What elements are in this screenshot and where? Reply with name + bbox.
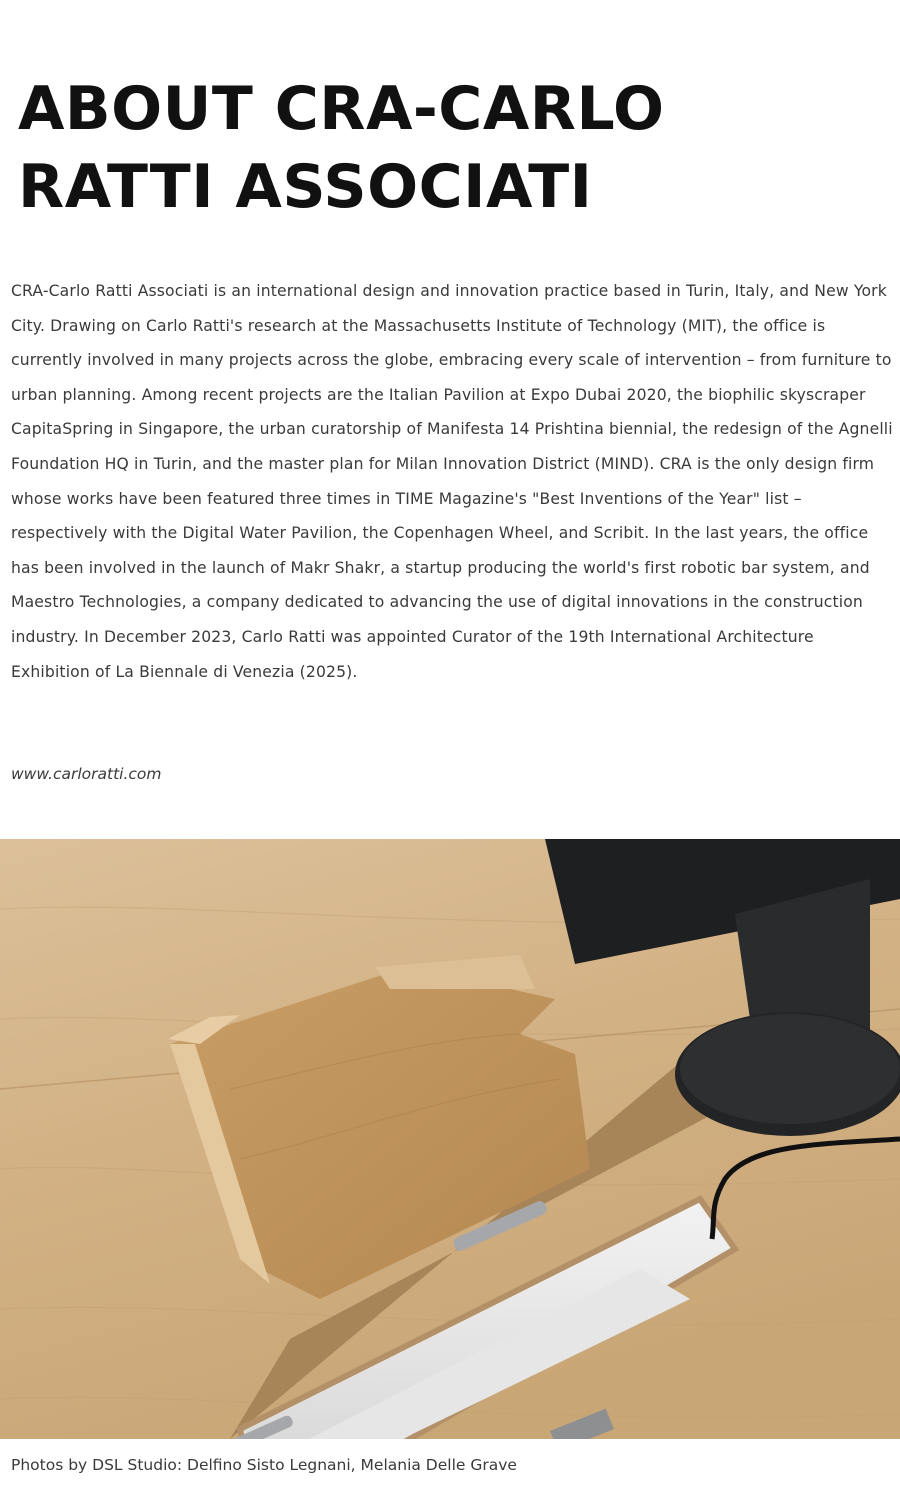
desk-photo [0, 839, 900, 1439]
about-paragraph: CRA-Carlo Ratti Associati is an international design and innovation practice based in Turin, Italy, and New York City. Drawing on Carlo Ratti's research at the Massachusetts Institute of Technology (MIT), the office is currently involved in many projects across the globe, embracing every scale of intervention – from furniture to urban planning. Among recent projects are the Italian Pavilion at Expo Dubai 2020, the biophilic skyscraper CapitaSpring in Singapore, the urban curatorship of Manifesta 14 Prishtina biennial, the redesign of the Agnelli Foundation HQ in Turin, and the master plan for Milan Innovation District (MIND). CRA is the only design firm whose works have been featured three times in TIME Magazine's "Best Inventions of the Year" list – respectively with the Digital Water Pavilion, the Copenhagen Wheel, and Scribit. In the last years, the office has been involved in the launch of Makr Shakr, a startup producing the world's first robotic bar system, and Maestro Technologies, a company dedicated to advancing the use of digital innovations in the construction industry. In December 2023, Carlo Ratti was appointed Curator of the 19th International Architecture Exhibition of La Biennale di Venezia (2025). [11, 282, 893, 681]
website-link[interactable]: www.carloratti.com [11, 765, 162, 783]
page-title: ABOUT CRA-CARLO RATTI ASSOCIATI [18, 74, 665, 222]
photo-caption: Photos by DSL Studio: Delfino Sisto Legnani, Melania Delle Grave [11, 1456, 517, 1474]
